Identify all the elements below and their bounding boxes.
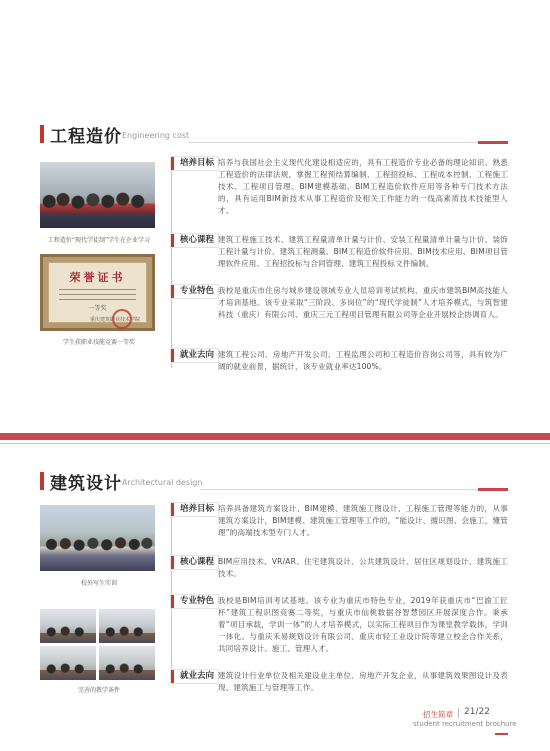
section-divider-line: [0, 443, 550, 444]
section2-photos-caption: 完善的教学条件: [77, 687, 120, 694]
section2-label-career: 就业去向: [171, 670, 218, 683]
section1-text-courses: 建筑工程施工技术、建筑工程量清单计量与计价、安装工程量清单计量与计价、装饰工程计量与计价、建筑工程测量、BIM工程造价软件应用、BIM技术应用、BIM项目管理软件应用、工程招投标与合同管理、建筑工程投标文件编制。: [218, 235, 508, 268]
footer-accent-bar: [495, 733, 508, 735]
section2-label-courses: 核心课程: [171, 556, 218, 569]
section2-photo-classroom-4: [99, 646, 155, 680]
certificate-title: 荣誉证书: [69, 271, 126, 284]
section1-photo-students: [40, 162, 155, 228]
section1-text-feature: 我校是重庆市住房与城乡建设领域专业人员培训考试机构、重庆市建筑BIM高技能人才培训基地。该专业采取“三阶段、多岗位”的“现代学徒制”人才培养模式，与筑智建科技（重庆）有限公司、重庆三元工程项目管理有限公司等企业开展校企协调育人。: [218, 286, 508, 319]
section2-title-accent: [478, 488, 508, 491]
section1-title-marker: [40, 125, 44, 143]
section1-label-career: 就业去向: [171, 349, 218, 362]
section2-text-feature: 我校是BIM培训考试基地。该专业为重庆市特色专业，2019年获重庆市“巴渝工匠杯”建筑工程识图竞赛二等奖，与重庆市仙桃数据谷智慧园区开展深度合作。秉承着“项目承载，学训一体”的人才培养模式，以实际工程项目作为课堂教学载体，学训一体化。与重庆禾易规划设计有限公司、重庆市轻工业设计院等建立校企合作关系，共同培养设计、施工、管理人才。: [218, 596, 508, 653]
section1-vertical-rule: [171, 166, 172, 368]
section1-title-rule: [188, 142, 508, 143]
section2-label-goal: 培养目标: [171, 503, 218, 516]
certificate-rank: 一等奖: [88, 305, 107, 312]
section2-photo-classroom-3: [40, 646, 96, 680]
section2-photo-caption-cert: 学生获职业技能竞赛一等奖: [62, 339, 135, 346]
footer-separator: [458, 708, 459, 718]
certificate-seal-icon: [112, 309, 132, 329]
section2-title-marker: [40, 472, 44, 490]
section2-title-en: Architectural design: [122, 478, 203, 487]
footer-brochure-cn: 招生简章: [423, 710, 453, 719]
section2-photo-sketching: [40, 505, 155, 571]
section1-text-career: 建筑工程公司、房地产开发公司、工程监理公司和工程造价咨询公司等，具有较为广阔的就业前景，据统计，该专业就业率达100%。: [218, 350, 508, 371]
section2-photo-classroom-2: [99, 609, 155, 643]
footer-page-numbers: 21/22: [464, 707, 490, 717]
section1-text-goal: 培养与我国社会主义现代化建设相适应的，具有工程造价专业必备的理论知识、熟悉工程造价的法律法规，掌握工程预结算编制、工程招投标、工程成本控制、工程施工技术、工程项目管理、BIM建模基础、BIM工程造价软件应用等各种专门技术方法的，具有运用BIM新技术从事工程造价及相关工作能力的一线高素质技术技能型人才。: [218, 158, 508, 215]
section-divider-band: [0, 433, 550, 440]
section1-title-en: Engineering cost: [122, 131, 190, 140]
section1-title-accent: [478, 141, 508, 144]
section2-label-feature: 专业特色: [171, 595, 218, 608]
section1-label-courses: 核心课程: [171, 234, 218, 247]
section2-photo-classroom-1: [40, 609, 96, 643]
section2-text-career: 建筑设计行业单位及相关建设业主单位、房地产开发企业，从事建筑效果图设计及表现、建筑施工与管理等工作。: [218, 671, 508, 692]
section1-label-goal: 培养目标: [171, 157, 218, 170]
certificate-org: 重庆建筑职业技术学院: [89, 317, 140, 323]
section2-title-rule: [200, 489, 508, 490]
section1-label-feature: 专业特色: [171, 285, 218, 298]
section2-title: 建筑设计: [50, 474, 122, 494]
section1-certificate: [40, 254, 155, 331]
section1-photo-caption: 工程造价“现代学徒制”学生在企业学习: [47, 237, 151, 244]
section2-photo-caption: 校外写生实训: [80, 580, 117, 587]
section1-title: 工程造价: [50, 127, 122, 147]
section2-text-goal: 培养具备建筑方案设计、BIM建模、建筑施工图设计、工程施工管理等能力的，从事建筑方案设计，BIM建模、建筑施工管理等工作的，“能设计、擅识图、会施工，懂管理”的高端技术型专门人才。: [218, 504, 508, 537]
footer-brochure-en: student recruitment brochure: [413, 720, 517, 728]
section2-text-courses: BIM应用技术、VR/AR、住宅建筑设计、公共建筑设计、居住区规划设计、建筑施工技术。: [218, 557, 508, 578]
